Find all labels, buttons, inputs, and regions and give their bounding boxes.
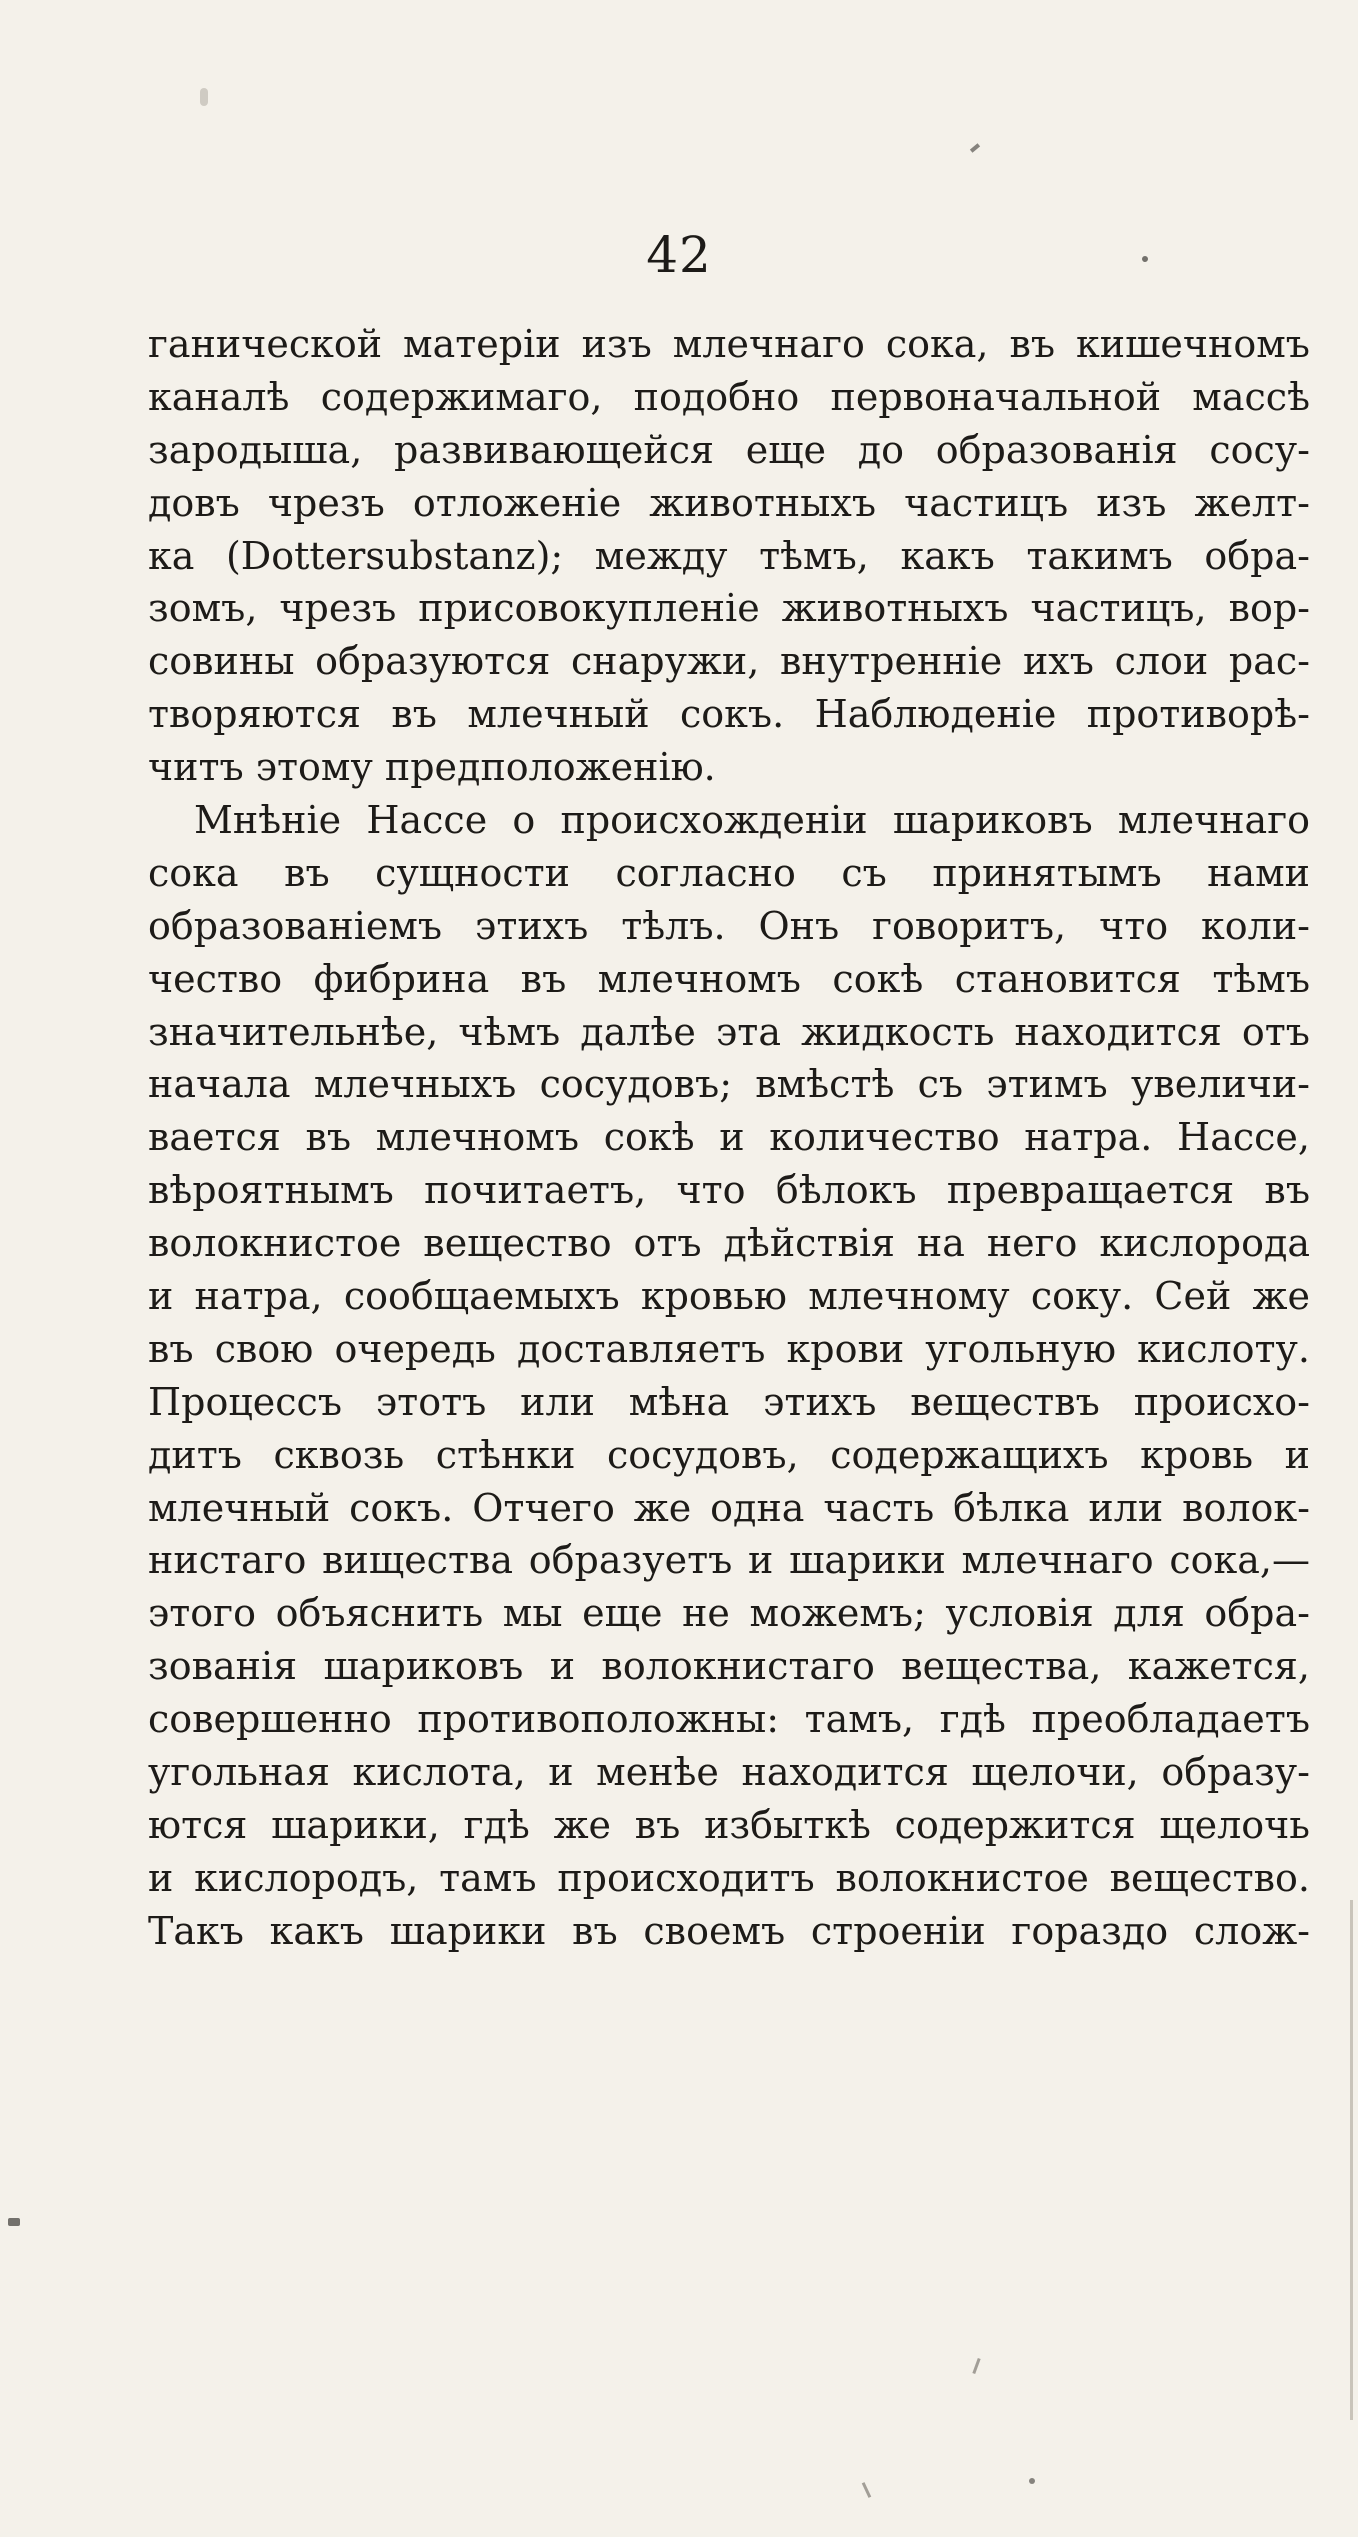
stray-mark <box>1142 256 1148 262</box>
text-line: млечный сокъ. Отчего же одна часть бѣлка или волок- <box>148 1485 1310 1530</box>
stray-mark <box>972 2358 980 2374</box>
text-line: чество фибрина въ млечномъ сокѣ становится тѣмъ <box>148 956 1310 1001</box>
page-edge <box>1350 1900 1353 2420</box>
text-line: вѣроятнымъ почитаетъ, что бѣлокъ превращается въ <box>148 1168 1310 1213</box>
text-line: совины образуются снаружи, внутренніе ихъ слои рас- <box>148 639 1310 684</box>
stray-mark <box>8 2218 20 2226</box>
text-line: сока въ сущности согласно съ принятымъ нами <box>148 850 1310 895</box>
stray-mark <box>1029 2478 1035 2484</box>
page-number: 42 <box>646 226 712 284</box>
text-line: зародыша, развивающейся еще до образованія сосу- <box>148 427 1310 472</box>
text-line: вается въ млечномъ сокѣ и количество натра. Нассе, <box>148 1115 1310 1160</box>
text-line: Процессъ этотъ или мѣна этихъ веществъ происхо- <box>148 1379 1310 1424</box>
text-line: зомъ, чрезъ присовокупленіе животныхъ частицъ, вор- <box>148 586 1310 631</box>
text-line: и кислородъ, тамъ происходитъ волокнистое вещество. <box>148 1855 1310 1900</box>
stray-mark <box>970 143 980 152</box>
text-line: угольная кислота, и менѣе находится щелочи, образу- <box>148 1750 1310 1795</box>
text-line: дитъ сквозь стѣнки сосудовъ, содержащихъ кровь и <box>148 1432 1310 1477</box>
text-line: творяются въ млечный сокъ. Наблюденіе противорѣ- <box>148 692 1310 737</box>
text-line: значительнѣе, чѣмъ далѣе эта жидкость находится отъ <box>148 1009 1310 1054</box>
stray-mark <box>862 2482 871 2498</box>
text-line: зованія шариковъ и волокнистаго вещества, кажется, <box>148 1644 1310 1689</box>
text-line: волокнистое вещество отъ дѣйствія на него кислорода <box>148 1221 1310 1266</box>
body-text <box>148 318 1310 1958</box>
text-line: Мнѣніе Нассе о происхожденіи шариковъ млечнаго <box>194 798 1310 843</box>
text-line: ганической матеріи изъ млечнаго сока, въ кишечномъ <box>148 322 1310 366</box>
stray-mark <box>200 88 208 106</box>
text-line: нистаго вищества образуетъ и шарики млечнаго сока,— <box>148 1538 1310 1583</box>
text-line: Такъ какъ шарики въ своемъ строеніи гораздо слож- <box>148 1908 1310 1953</box>
text-line: каналѣ содержимаго, подобно первоначальной массѣ <box>148 374 1310 419</box>
text-line: читъ этому предположенію. <box>148 745 716 790</box>
text-line: ются шарики, гдѣ же въ избыткѣ содержится щелочь <box>148 1802 1310 1847</box>
text-line: совершенно противоположны: тамъ, гдѣ преобладаетъ <box>148 1697 1310 1742</box>
text-line: начала млечныхъ сосудовъ; вмѣстѣ съ этимъ увеличи- <box>148 1062 1310 1107</box>
text-line: въ свою очередь доставляетъ крови угольную кислоту. <box>148 1326 1310 1371</box>
text-line: этого объяснить мы еще не можемъ; условія для обра- <box>148 1591 1310 1636</box>
text-line: ка (Dottersubstanz); между тѣмъ, какъ такимъ обра- <box>148 533 1310 578</box>
text-line: образованіемъ этихъ тѣлъ. Онъ говоритъ, что коли- <box>148 903 1310 948</box>
text-line: довъ чрезъ отложеніе животныхъ частицъ изъ желт- <box>148 480 1310 525</box>
text-line: и натра, сообщаемыхъ кровью млечному соку. Сей же <box>148 1274 1310 1319</box>
